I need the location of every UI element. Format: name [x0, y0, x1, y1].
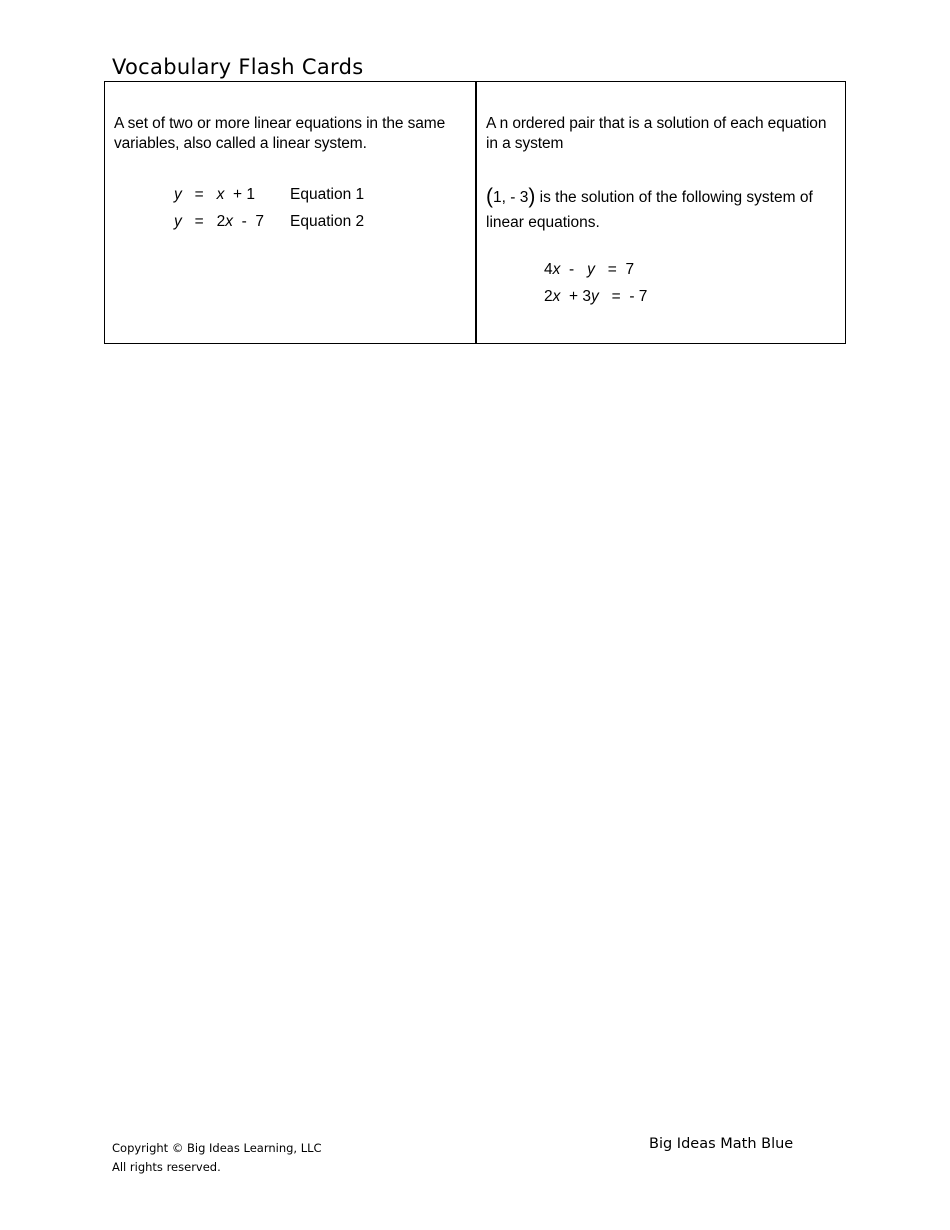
eq-var: y — [174, 186, 182, 203]
eq-coef: 2 — [544, 288, 553, 305]
card-example: (1, - 3) is the solution of the following system of linear equations. — [486, 185, 813, 231]
eq-var: x — [552, 261, 561, 278]
eq-sign: = — [194, 213, 204, 230]
eq-sign: = — [611, 288, 621, 305]
eq-var: x — [552, 288, 561, 305]
flash-card-system-of-linear-equations — [105, 82, 475, 343]
eq-sign: = — [607, 261, 617, 278]
eq-op: - — [569, 261, 575, 278]
eq-sign: = — [194, 186, 204, 203]
equation-2-label: Equation 2 — [290, 213, 365, 230]
flash-card-table — [104, 81, 846, 344]
card-definition: A n ordered pair that is a solution of each equation in a system — [486, 115, 827, 152]
eq-var: x — [216, 186, 225, 203]
system-equation-1 — [544, 261, 634, 279]
eq-term: + 1 — [233, 186, 256, 203]
system-equation-2 — [544, 288, 647, 306]
copyright-line-2: All rights reserved. — [112, 1160, 221, 1174]
equation-1 — [174, 186, 255, 204]
footer-copyright — [112, 1139, 322, 1177]
equation-2 — [174, 213, 264, 231]
eq-var: y — [587, 261, 595, 278]
equation-1-label: Equation 1 — [290, 186, 365, 203]
example-point: 1, - 3 — [493, 189, 529, 206]
card-definition: A set of two or more linear equations in the same variables, also called a linear system. — [114, 115, 446, 152]
example-sentence: is the solution of the following system of linear equations. — [486, 189, 813, 231]
copyright-line-1: Copyright © Big Ideas Learning, LLC — [112, 1141, 322, 1155]
eq-var: y — [590, 288, 599, 305]
page-title: Vocabulary Flash Cards — [112, 55, 364, 79]
eq-term: 7 — [625, 261, 635, 278]
eq-term: - 7 — [629, 288, 648, 305]
eq-var: y — [174, 213, 182, 230]
eq-coef: 4 — [544, 261, 553, 278]
flash-card-solution-of-linear-system — [475, 82, 845, 343]
eq-term: - 7 — [241, 213, 265, 230]
footer-brand: Big Ideas Math Blue — [649, 1136, 794, 1152]
eq-var: x — [225, 213, 234, 230]
eq-op: + 3 — [569, 288, 591, 305]
eq-coef: 2 — [216, 213, 226, 230]
